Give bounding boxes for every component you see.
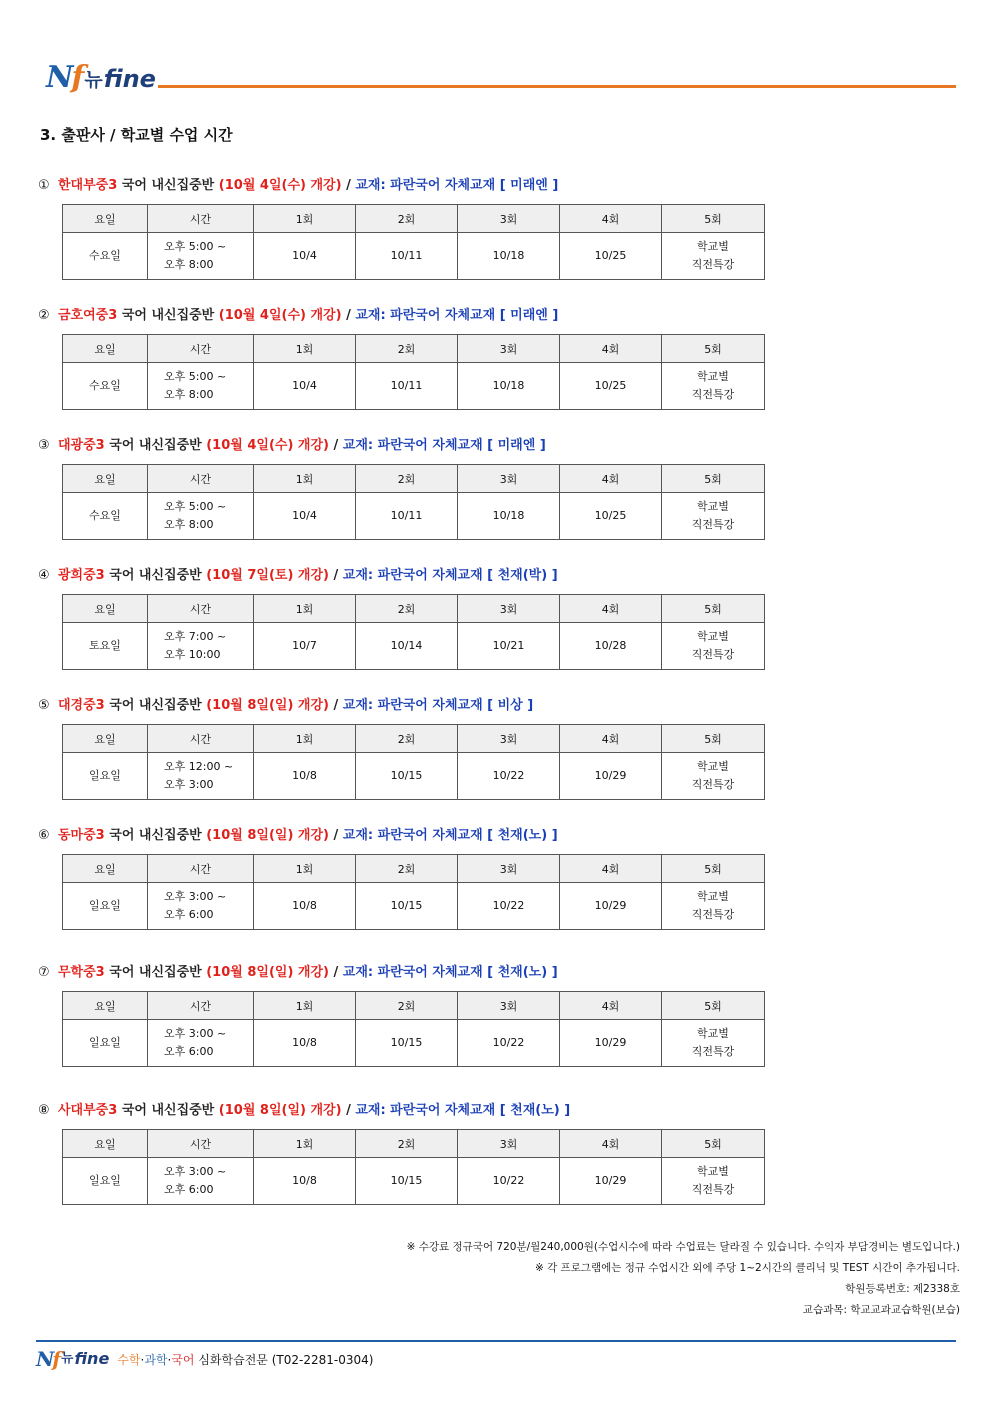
column-header: 요일 [63,335,148,363]
schedule-block [38,306,778,401]
block-title [38,176,778,196]
column-header: 4회 [560,992,662,1020]
open-date: (10월 8일(일) 개강) [206,828,329,843]
schedule-table [62,594,765,670]
school-name: 대경중3 [58,698,105,713]
session-1-cell: 10/8 [254,883,356,930]
column-header: 2회 [356,205,458,233]
schedule-block [38,1101,778,1196]
column-header: 1회 [254,855,356,883]
column-header: 1회 [254,335,356,363]
column-header: 5회 [662,1130,765,1158]
day-cell: 수요일 [63,363,148,410]
day-cell: 일요일 [63,1020,148,1067]
session-2-cell: 10/15 [356,753,458,800]
school-name: 동마중3 [58,828,105,843]
block-number: ⑥ [38,828,50,843]
fee-note: ※ 수강료 정규국어 720분/월240,000원(수업시수에 따라 수업료는 달라질 수 있습니다. 수익자 부담경비는 별도입니다.) [406,1241,960,1253]
column-header: 1회 [254,1130,356,1158]
session-4-cell: 10/28 [560,623,662,670]
column-header: 요일 [63,595,148,623]
title-separator: / [346,1103,351,1118]
day-cell: 일요일 [63,883,148,930]
block-title [38,826,778,846]
session-5-cell: 학교별 직전특강 [662,363,765,410]
column-header: 2회 [356,1130,458,1158]
session-1-cell: 10/4 [254,493,356,540]
column-header: 시간 [148,725,254,753]
column-header: 4회 [560,855,662,883]
schedule-table [62,204,765,280]
column-header: 2회 [356,595,458,623]
column-header: 4회 [560,595,662,623]
column-header: 5회 [662,465,765,493]
table-header-row [63,595,765,623]
title-separator: / [333,828,339,843]
session-5-cell: 학교별 직전특강 [662,233,765,280]
column-header: 5회 [662,335,765,363]
column-header: 4회 [560,335,662,363]
footer-tagline: 수학·과학·국어 심화학습전문 (T02-2281-0304) [117,1352,374,1367]
title-separator: / [333,438,339,453]
table-row [63,493,765,540]
block-number: ⑧ [38,1103,50,1118]
school-name: 광희중3 [58,568,105,583]
footer-logo: Nf [36,1347,59,1371]
column-header: 5회 [662,992,765,1020]
column-header: 시간 [148,205,254,233]
open-date: (10월 4일(수) 개강) [218,308,342,323]
table-header-row [63,465,765,493]
textbook: 교재: 파란국어 자체교재 [ 비상 ] [342,698,534,713]
column-header: 4회 [560,205,662,233]
block-title [38,696,778,716]
block-title [38,436,778,456]
column-header: 3회 [458,1130,560,1158]
session-4-cell: 10/25 [560,493,662,540]
textbook: 교재: 파란국어 자체교재 [ 천재(노) ] [342,828,558,843]
session-4-cell: 10/25 [560,363,662,410]
schedule-table [62,1129,765,1205]
textbook: 교재: 파란국어 자체교재 [ 천재(노) ] [355,1103,571,1118]
block-number: ④ [38,568,50,583]
table-row [63,883,765,930]
column-header: 4회 [560,725,662,753]
column-header: 요일 [63,465,148,493]
session-4-cell: 10/29 [560,753,662,800]
table-header-row [63,335,765,363]
column-header: 2회 [356,855,458,883]
table-row [63,1020,765,1067]
notes [407,1237,960,1321]
session-3-cell: 10/18 [458,363,560,410]
time-cell: 오후 5:00 ~ 오후 8:00 [148,493,254,540]
column-header: 시간 [148,992,254,1020]
session-3-cell: 10/22 [458,883,560,930]
column-header: 3회 [458,725,560,753]
table-row [63,363,765,410]
session-2-cell: 10/15 [356,1020,458,1067]
time-cell: 오후 7:00 ~ 오후 10:00 [148,623,254,670]
session-2-cell: 10/11 [356,493,458,540]
session-3-cell: 10/22 [458,753,560,800]
session-4-cell: 10/29 [560,1020,662,1067]
page-header [46,55,956,95]
column-header: 5회 [662,595,765,623]
block-title [38,963,778,983]
day-cell: 수요일 [63,493,148,540]
textbook: 교재: 파란국어 자체교재 [ 미래엔 ] [342,438,546,453]
column-header: 시간 [148,855,254,883]
session-2-cell: 10/11 [356,233,458,280]
session-5-cell: 학교별 직전특강 [662,1158,765,1205]
session-3-cell: 10/18 [458,493,560,540]
column-header: 요일 [63,205,148,233]
course-name: 국어 내신집중반 [121,1103,215,1118]
column-header: 시간 [148,1130,254,1158]
column-header: 1회 [254,595,356,623]
session-3-cell: 10/21 [458,623,560,670]
column-header: 2회 [356,465,458,493]
column-header: 요일 [63,1130,148,1158]
time-cell: 오후 3:00 ~ 오후 6:00 [148,1158,254,1205]
course-name: 국어 내신집중반 [109,438,202,453]
registration-number: 학원등록번호: 제2338호 [845,1283,960,1295]
column-header: 3회 [458,595,560,623]
school-name: 한대부중3 [58,178,118,193]
day-cell: 토요일 [63,623,148,670]
session-1-cell: 10/4 [254,363,356,410]
time-cell: 오후 3:00 ~ 오후 6:00 [148,883,254,930]
day-cell: 수요일 [63,233,148,280]
session-1-cell: 10/4 [254,233,356,280]
column-header: 시간 [148,465,254,493]
session-5-cell: 학교별 직전특강 [662,1020,765,1067]
column-header: 3회 [458,855,560,883]
session-3-cell: 10/18 [458,233,560,280]
textbook: 교재: 파란국어 자체교재 [ 미래엔 ] [355,178,559,193]
session-5-cell: 학교별 직전특강 [662,753,765,800]
session-5-cell: 학교별 직전특강 [662,883,765,930]
session-5-cell: 학교별 직전특강 [662,493,765,540]
column-header: 1회 [254,725,356,753]
session-1-cell: 10/8 [254,753,356,800]
course-name: 국어 내신집중반 [109,828,202,843]
schedule-table [62,334,765,410]
course-name: 국어 내신집중반 [109,568,202,583]
title-separator: / [333,568,339,583]
title-separator: / [346,308,351,323]
session-4-cell: 10/29 [560,1158,662,1205]
column-header: 4회 [560,1130,662,1158]
open-date: (10월 8일(일) 개강) [206,965,329,980]
header-divider [158,85,956,88]
column-header: 2회 [356,335,458,363]
column-header: 1회 [254,205,356,233]
session-3-cell: 10/22 [458,1158,560,1205]
day-cell: 일요일 [63,753,148,800]
open-date: (10월 7일(토) 개강) [206,568,329,583]
schedule-block [38,826,778,921]
session-3-cell: 10/22 [458,1020,560,1067]
column-header: 요일 [63,992,148,1020]
table-header-row [63,205,765,233]
column-header: 3회 [458,205,560,233]
session-5-cell: 학교별 직전특강 [662,623,765,670]
subject-info: 교습과목: 학교교과교습학원(보습) [802,1304,960,1316]
block-number: ⑤ [38,698,50,713]
column-header: 5회 [662,725,765,753]
schedule-table [62,724,765,800]
schedule-table [62,464,765,540]
session-2-cell: 10/15 [356,883,458,930]
block-title [38,1101,778,1121]
title-separator: / [333,698,339,713]
column-header: 5회 [662,855,765,883]
schedule-block [38,436,778,531]
table-row [63,623,765,670]
column-header: 5회 [662,205,765,233]
course-name: 국어 내신집중반 [109,965,202,980]
session-2-cell: 10/14 [356,623,458,670]
title-separator: / [333,965,339,980]
column-header: 1회 [254,992,356,1020]
session-4-cell: 10/25 [560,233,662,280]
textbook: 교재: 파란국어 자체교재 [ 천재(박) ] [342,568,558,583]
schedule-block [38,566,778,661]
table-header-row [63,855,765,883]
column-header: 시간 [148,335,254,363]
column-header: 1회 [254,465,356,493]
block-title [38,566,778,586]
clinic-note: ※ 각 프로그램에는 정규 수업시간 외에 주당 1~2시간의 클리닉 및 TEST 시간이 추가됩니다. [534,1262,960,1274]
session-2-cell: 10/15 [356,1158,458,1205]
column-header: 2회 [356,725,458,753]
schedule-block [38,696,778,791]
textbook: 교재: 파란국어 자체교재 [ 미래엔 ] [355,308,559,323]
school-name: 무학중3 [58,965,105,980]
open-date: (10월 4일(수) 개강) [218,178,342,193]
schedule-block [38,176,778,271]
session-1-cell: 10/8 [254,1158,356,1205]
schedule-table [62,854,765,930]
table-header-row [63,725,765,753]
open-date: (10월 8일(일) 개강) [206,698,329,713]
time-cell: 오후 12:00 ~ 오후 3:00 [148,753,254,800]
table-row [63,233,765,280]
schedule-table [62,991,765,1067]
title-separator: / [346,178,351,193]
time-cell: 오후 5:00 ~ 오후 8:00 [148,363,254,410]
time-cell: 오후 3:00 ~ 오후 6:00 [148,1020,254,1067]
course-name: 국어 내신집중반 [109,698,202,713]
column-header: 요일 [63,855,148,883]
open-date: (10월 4일(수) 개강) [206,438,329,453]
block-title [38,306,778,326]
table-row [63,753,765,800]
schedule-block [38,963,778,1058]
table-row [63,1158,765,1205]
block-number: ⑦ [38,965,50,980]
open-date: (10월 8일(일) 개강) [218,1103,342,1118]
column-header: 2회 [356,992,458,1020]
course-name: 국어 내신집중반 [121,308,215,323]
column-header: 3회 [458,335,560,363]
session-4-cell: 10/29 [560,883,662,930]
school-name: 대광중3 [58,438,105,453]
block-number: ② [38,308,50,323]
day-cell: 일요일 [63,1158,148,1205]
footer-divider [36,1340,956,1342]
course-name: 국어 내신집중반 [121,178,215,193]
column-header: 3회 [458,465,560,493]
textbook: 교재: 파란국어 자체교재 [ 천재(노) ] [342,965,558,980]
brand-logo: Nf 뉴 fine [46,60,156,95]
session-2-cell: 10/11 [356,363,458,410]
school-name: 금호여중3 [58,308,118,323]
time-cell: 오후 5:00 ~ 오후 8:00 [148,233,254,280]
column-header: 시간 [148,595,254,623]
session-1-cell: 10/8 [254,1020,356,1067]
column-header: 4회 [560,465,662,493]
block-number: ③ [38,438,50,453]
session-1-cell: 10/7 [254,623,356,670]
column-header: 요일 [63,725,148,753]
table-header-row [63,992,765,1020]
page-footer: Nf 뉴 fine 수학·과학·국어 심화학습전문 (T02-2281-0304) [36,1347,374,1371]
table-header-row [63,1130,765,1158]
column-header: 3회 [458,992,560,1020]
section-title: 3. 출판사 / 학교별 수업 시간 [40,126,233,144]
school-name: 사대부중3 [58,1103,118,1118]
block-number: ① [38,178,50,193]
